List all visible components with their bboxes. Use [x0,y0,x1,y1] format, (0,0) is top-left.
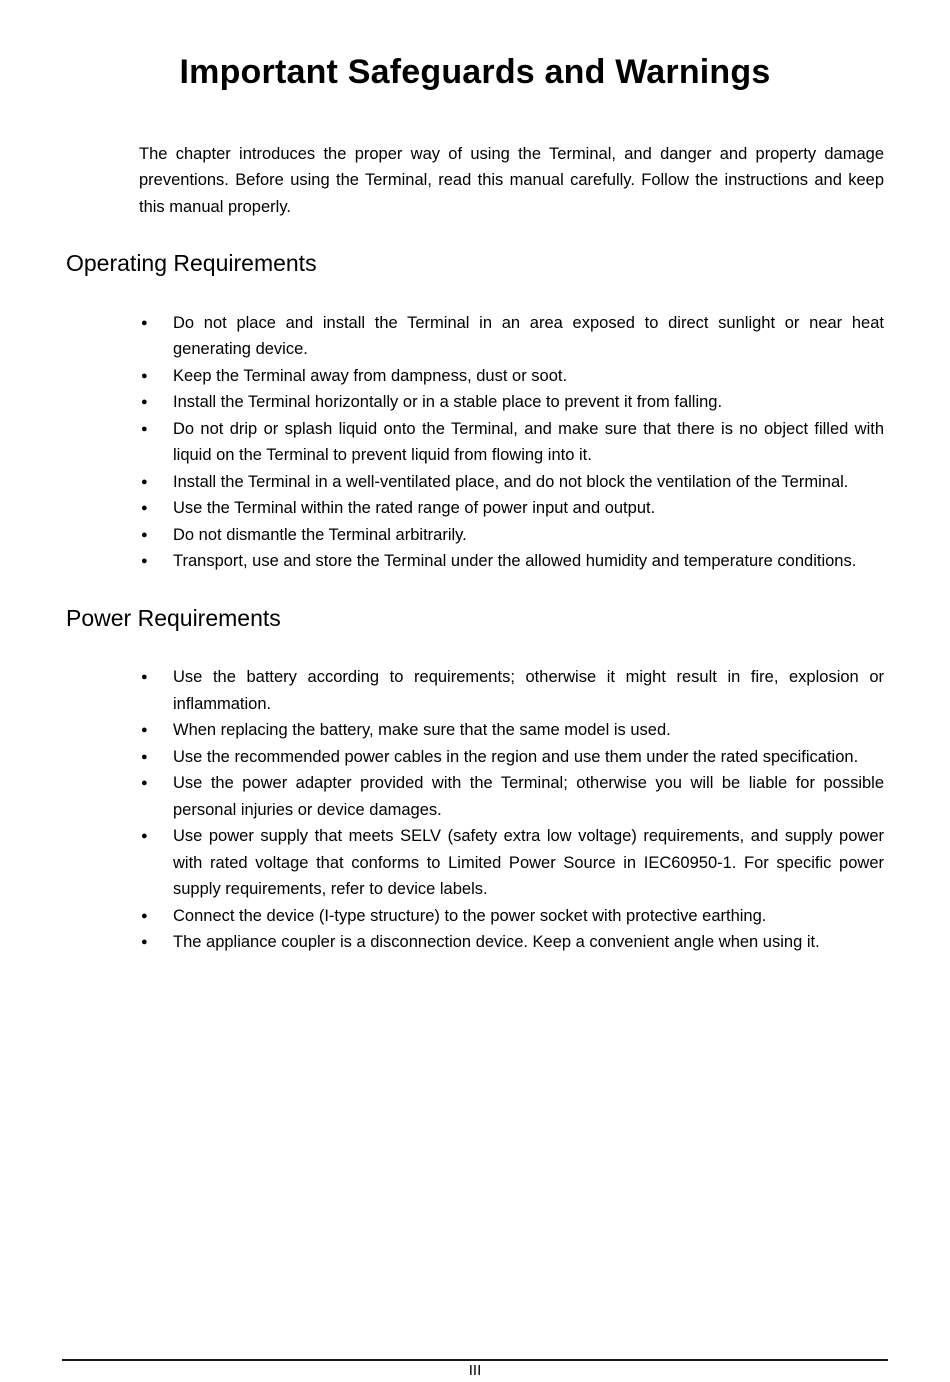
list-item-text: Use power supply that meets SELV (safety extra low voltage) requirements, and supply power with rated voltage that conforms to Limited Power Source in IEC60950-1. For specific power supply requirements, refer to device labels. [173,827,884,899]
list-item-text: Use the Terminal within the rated range of power input and output. [173,499,656,518]
list-item-text: The appliance coupler is a disconnection device. Keep a convenient angle when using it. [173,933,820,952]
list-item [139,389,884,416]
bullet-icon: ● [141,475,148,488]
list-item-text: Connect the device (I-type structure) to the power socket with protective earthing. [173,906,767,925]
list-item-text: Do not drip or splash liquid onto the Terminal, and make sure that there is no object filled with liquid on the Terminal to prevent liquid from flowing into it. [173,419,884,465]
list-item [139,363,884,390]
list-item [139,548,884,575]
bullet-icon: ● [141,830,148,843]
page-title: Important Safeguards and Warnings [179,53,771,91]
section-power-requirements [0,605,950,956]
list-item-text: Use the battery according to requirements; otherwise it might result in fire, explosion or inflammation. [173,668,884,713]
list-item [139,744,884,771]
list-item-text: Keep the Terminal away from dampness, dust or soot. [173,366,568,385]
list-item [139,717,884,744]
bullet-icon: ● [141,724,148,737]
bullet-icon: ● [141,909,148,922]
list-item-text: When replacing the battery, make sure that the same model is used. [173,721,671,740]
list-item [139,469,884,496]
bullet-icon: ● [141,528,148,541]
bullet-icon: ● [141,555,148,568]
list-item [139,903,884,930]
bullet-icon: ● [141,750,148,763]
list-item [139,495,884,522]
list-item-text: Use the power adapter provided with the Terminal; otherwise you will be liable for possible personal injuries or device damages. [173,774,884,819]
page-footer [62,1359,888,1380]
list-item [139,929,884,956]
bullet-icon: ● [141,422,148,435]
bullet-icon: ● [141,777,148,790]
page-number: III [468,1362,482,1379]
list-item-text: Do not place and install the Terminal in an area exposed to direct sunlight or near heat generating device. [173,313,884,359]
list-item-text: Transport, use and store the Terminal under the allowed humidity and temperature conditions. [173,552,857,571]
intro-paragraph: The chapter introduces the proper way of using the Terminal, and danger and property damage preventions. Before using the Terminal, read this manual carefully. Follow the instructions and keep this manual properly. [139,144,884,216]
operating-requirements-list [139,310,884,575]
section-heading-operating-requirements: Operating Requirements [66,250,317,277]
bullet-icon: ● [141,936,148,949]
list-item [139,416,884,469]
list-item [139,664,884,717]
list-item-text: Do not dismantle the Terminal arbitrarily. [173,525,467,544]
bullet-icon: ● [141,369,148,382]
section-heading-power-requirements: Power Requirements [66,604,281,631]
section-operating-requirements [0,250,950,575]
list-item [139,770,884,823]
bullet-icon: ● [141,671,148,684]
list-item [139,310,884,363]
bullet-icon: ● [141,396,148,409]
list-item-text: Install the Terminal horizontally or in a stable place to prevent it from falling. [173,393,723,412]
power-requirements-list [139,664,884,956]
bullet-icon: ● [141,502,148,515]
list-item-text: Use the recommended power cables in the region and use them under the rated specification. [173,747,859,766]
bullet-icon: ● [141,316,148,329]
list-item [139,823,884,903]
list-item-text: Install the Terminal in a well-ventilated place, and do not block the ventilation of the Terminal. [173,472,849,491]
list-item [139,522,884,549]
